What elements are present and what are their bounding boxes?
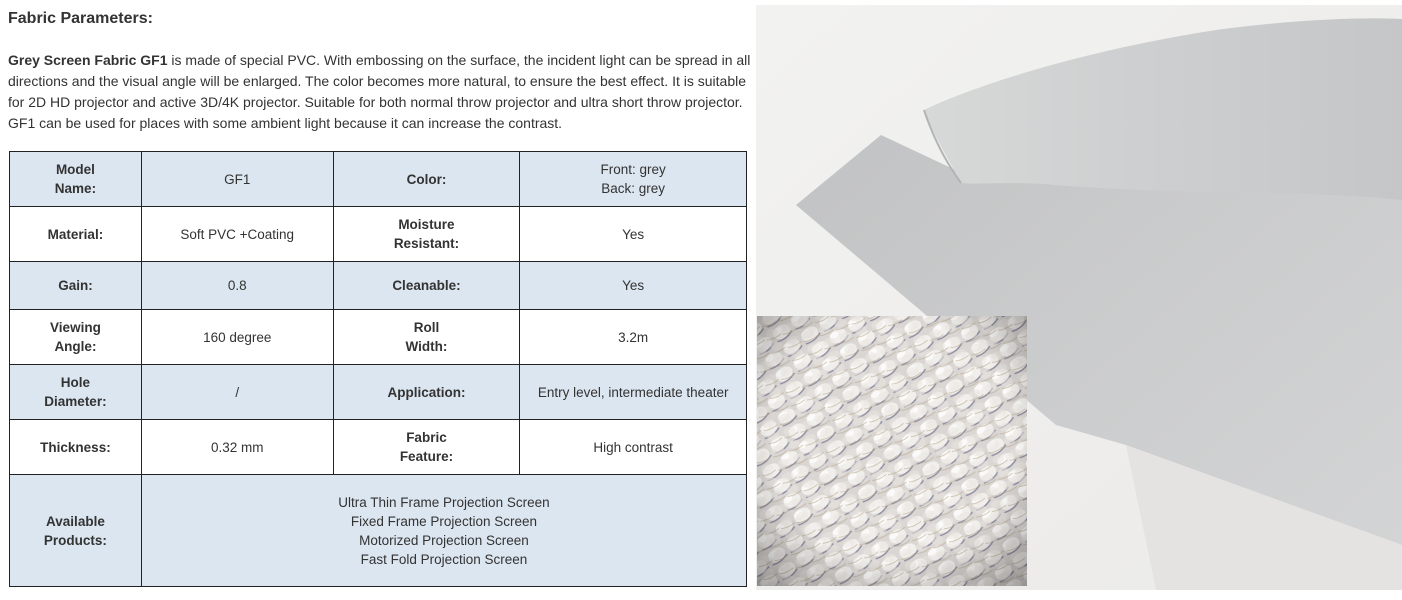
table-row: [10, 207, 747, 262]
content-column: [8, 0, 756, 134]
roll-width-value: 3.2m: [520, 310, 747, 365]
list-item: Fixed Frame Projection Screen: [350, 513, 537, 529]
roll-width-label: Roll Width:: [333, 310, 520, 365]
model-name-value: GF1: [141, 152, 333, 207]
thickness-value: 0.32 mm: [141, 420, 333, 475]
color-label: Color:: [333, 152, 520, 207]
table-row: [10, 475, 747, 587]
list-item: Ultra Thin Frame Projection Screen: [338, 494, 550, 510]
table-row: [10, 262, 747, 310]
table-row: [10, 365, 747, 420]
hole-diameter-value: /: [141, 365, 333, 420]
material-value: Soft PVC +Coating: [141, 207, 333, 262]
viewing-angle-label: Viewing Angle:: [10, 310, 142, 365]
application-value: Entry level, intermediate theater: [520, 365, 747, 420]
fabric-description: [8, 50, 754, 134]
list-item: Fast Fold Projection Screen: [360, 551, 528, 567]
table-row: [10, 152, 747, 207]
gain-label: Gain:: [10, 262, 142, 310]
fabric-spec-table: [9, 151, 747, 587]
moisture-resistant-value: Yes: [520, 207, 747, 262]
fabric-feature-label: Fabric Feature:: [333, 420, 520, 475]
table-row: [10, 420, 747, 475]
hole-diameter-label: Hole Diameter:: [10, 365, 142, 420]
color-value: Front: grey Back: grey: [520, 152, 747, 207]
available-products-label: Available Products:: [10, 475, 142, 587]
cleanable-label: Cleanable:: [333, 262, 520, 310]
thickness-label: Thickness:: [10, 420, 142, 475]
moisture-resistant-label: Moisture Resistant:: [333, 207, 520, 262]
model-name-label: Model Name:: [10, 152, 142, 207]
list-item: Motorized Projection Screen: [359, 532, 529, 548]
cleanable-value: Yes: [520, 262, 747, 310]
application-label: Application:: [333, 365, 520, 420]
table-row: [10, 310, 747, 365]
available-products-list: [141, 475, 746, 587]
gain-value: 0.8: [141, 262, 333, 310]
viewing-angle-value: 160 degree: [141, 310, 333, 365]
description-body: is made of special PVC. With embossing on the surface, the incident light can be spread in all directions and the visual angle will be enlarged. The color becomes more natural, to ensure the best effect. It is suitable for 2D HD projector and active 3D/4K projector. Suitable for both normal throw projector and ultra short throw projector. GF1 can be used for places with some ambient light because it can increase the contrast.: [8, 52, 751, 131]
fabric-feature-value: High contrast: [520, 420, 747, 475]
section-heading: Fabric Parameters:: [8, 10, 153, 27]
material-label: Material:: [10, 207, 142, 262]
fabric-name: Grey Screen Fabric GF1: [8, 52, 168, 68]
texture-closeup-photo: [757, 316, 1027, 586]
